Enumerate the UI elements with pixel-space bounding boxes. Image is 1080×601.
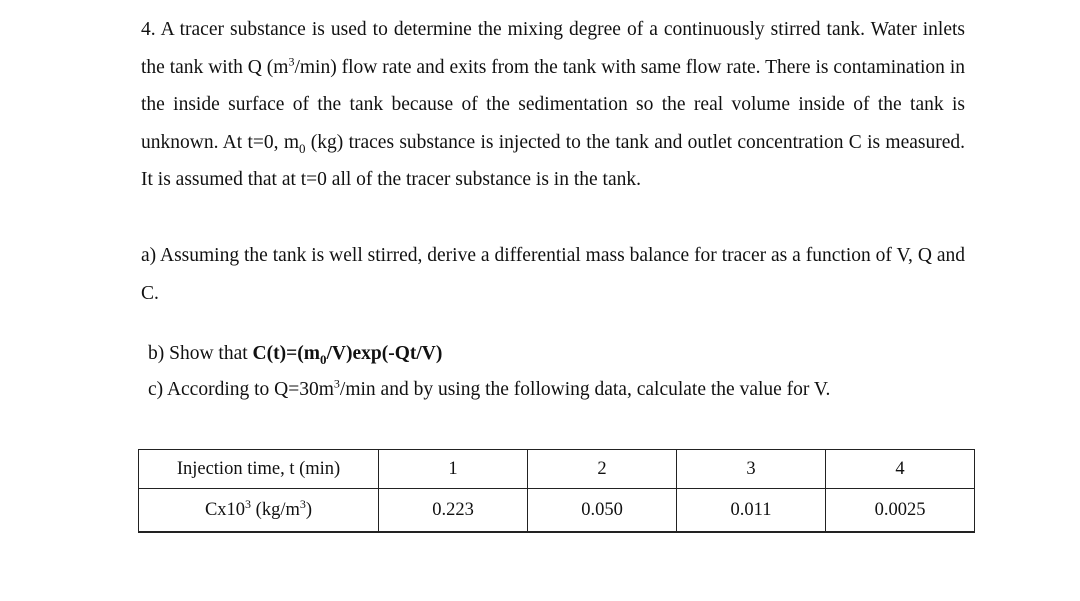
table-cell: 3 [677,450,826,489]
part-c: c) According to $Q=30m^3/\min$ and by using the following data, calculate the value for V. [148,376,831,400]
problem-statement: 4. A tracer substance is used to determine the mixing degree of a continuously stirred tank. Water inlets the tank with Q $(m^3/\min)$ flow rate and exits from the tank with same flow rate. There is contamination in the inside surface of the tank because of the sedimentation so the real volume inside of the tank is unknown. At t=0, $m_0$ (kg) traces substance is injected to the tank and outlet concentration C is measured. It is assumed that at t=0 all of the tracer substance is in the tank. [141,19,965,190]
table-cell: 0.011 [677,489,826,533]
table-cell: 0.050 [528,489,677,533]
table-cell: 4 [826,450,975,489]
table-cell: 0.0025 [826,489,975,533]
part-b-formula: $C(t)=(m_0/V)\exp(-Qt/V)$ [252,343,443,367]
table-row-concentration [139,489,975,533]
part-b: b) Show that $C(t)=(m_0/V)\exp(-Qt/V)$ [148,343,443,367]
table-header-concentration: $Cx10^3$ $(kg/m^3)$ [139,489,379,533]
table-cell: 2 [528,450,677,489]
part-a: a) Assuming the tank is well stirred, derive a differential mass balance for tracer as a function of V, Q and C. [141,245,965,304]
table-header-time: Injection time, t (min) [139,450,379,489]
table-row-time [139,450,975,489]
table-cell: 0.223 [379,489,528,533]
data-table [138,449,975,533]
table-cell: 1 [379,450,528,489]
